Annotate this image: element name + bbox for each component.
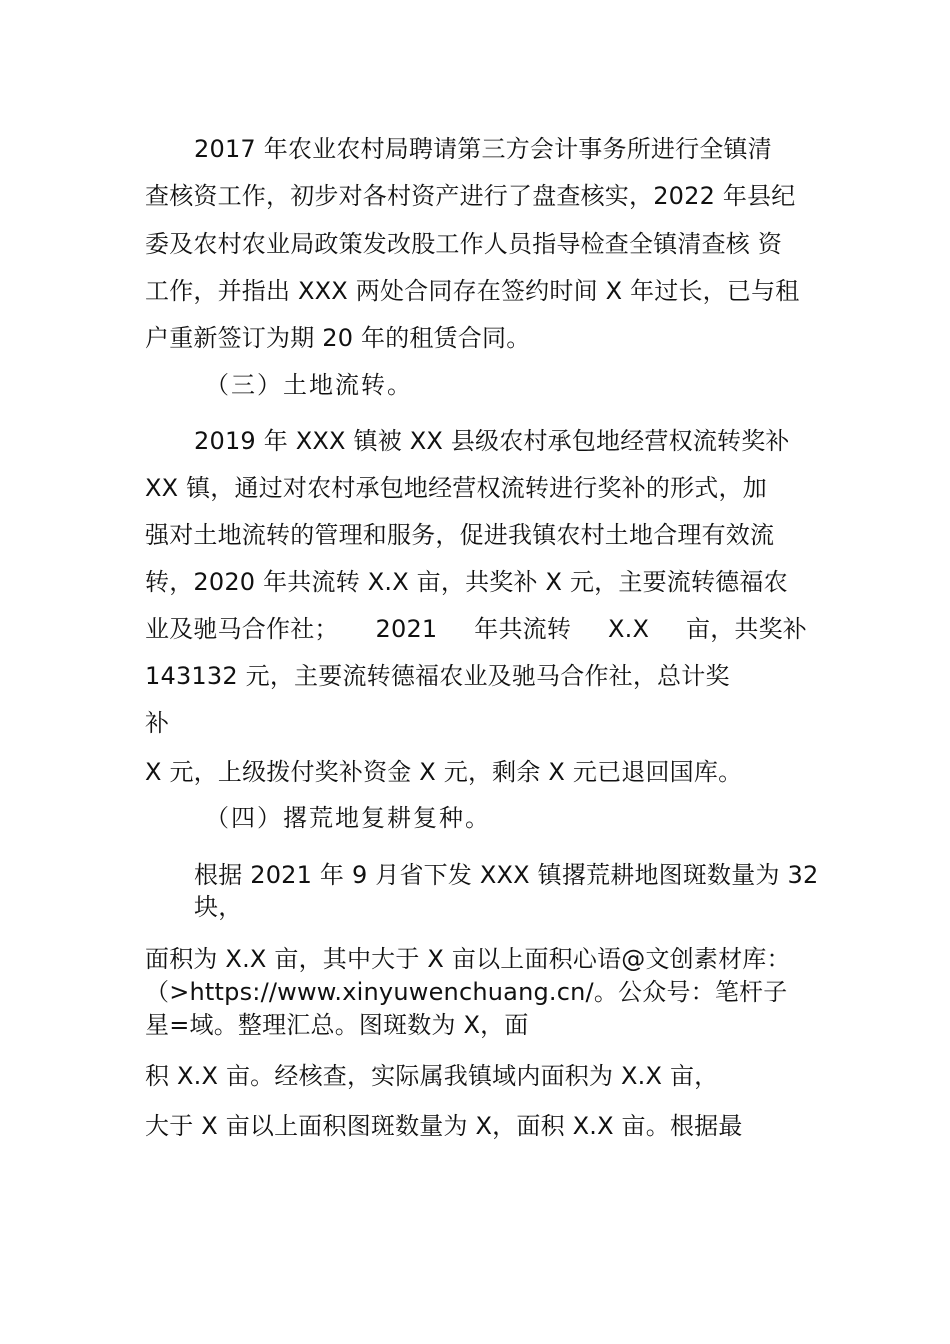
paragraph-3-line-4: （>https://www.xinyuwenchuang.cn/。公众号：笔杆子: [145, 978, 788, 1006]
paragraph-2-line-6: 143132 元，主要流转德福农业及驰马合作社，总计奖: [145, 662, 730, 690]
paragraph-1-line-5: 户重新签订为期 20 年的租赁合同。: [145, 324, 531, 352]
paragraph-2-line-5-part-1: 业及驰马合作社；: [145, 615, 339, 643]
paragraph-3-line-7: 大于 X 亩以上面积图斑数量为 X，面积 X.X 亩。根据最: [145, 1112, 743, 1140]
paragraph-3-line-6: 积 X.X 亩。经核查，实际属我镇域内面积为 X.X 亩，: [145, 1062, 719, 1090]
paragraph-2-line-1: 2019 年 XXX 镇被 XX 县级农村承包地经营权流转奖补: [194, 427, 790, 455]
paragraph-1-line-3: 委及农村农业局政策发改股工作人员指导检查全镇清查核 资: [145, 230, 783, 258]
section-heading-4: （四）撂荒地复耕复种。: [205, 804, 491, 832]
paragraph-3-line-2: 块，: [194, 893, 243, 921]
paragraph-2-line-3: 强对土地流转的管理和服务，促进我镇农村土地合理有效流: [145, 521, 775, 549]
paragraph-2-line-5-part-3: 年共流转: [474, 615, 572, 643]
paragraph-2-line-8: X 元，上级拨付奖补资金 X 元，剩余 X 元已退回国库。: [145, 758, 743, 786]
paragraph-3-line-1: 根据 2021 年 9 月省下发 XXX 镇撂荒耕地图斑数量为 32: [194, 861, 819, 889]
paragraph-1-line-4: 工作，并指出 XXX 两处合同存在签约时间 X 年过长，已与租: [145, 277, 800, 305]
section-heading-3: （三）土地流转。: [205, 371, 413, 399]
paragraph-1-line-1: 2017 年农业农村局聘请第三方会计事务所进行全镇清: [194, 135, 772, 163]
paragraph-2-line-5-part-4: X.X: [607, 615, 650, 643]
paragraph-3-line-5: 星=域。整理汇总。图斑数为 X，面: [145, 1011, 529, 1039]
paragraph-3-line-3: 面积为 X.X 亩，其中大于 X 亩以上面积心语@文创素材库：: [145, 945, 791, 973]
paragraph-1-line-2: 查核资工作，初步对各村资产进行了盘查核实，2022 年县纪: [145, 182, 796, 210]
paragraph-2-line-5-part-2: 2021: [375, 615, 438, 643]
paragraph-2-line-5: [145, 614, 807, 644]
paragraph-2-line-7: 补: [145, 709, 170, 737]
paragraph-2-line-5-part-5: 亩，共奖补: [686, 615, 807, 643]
paragraph-2-line-4: 转，2020 年共流转 X.X 亩，共奖补 X 元，主要流转德福农: [145, 568, 788, 596]
paragraph-2-line-2: XX 镇，通过对农村承包地经营权流转进行奖补的形式，加: [145, 474, 767, 502]
